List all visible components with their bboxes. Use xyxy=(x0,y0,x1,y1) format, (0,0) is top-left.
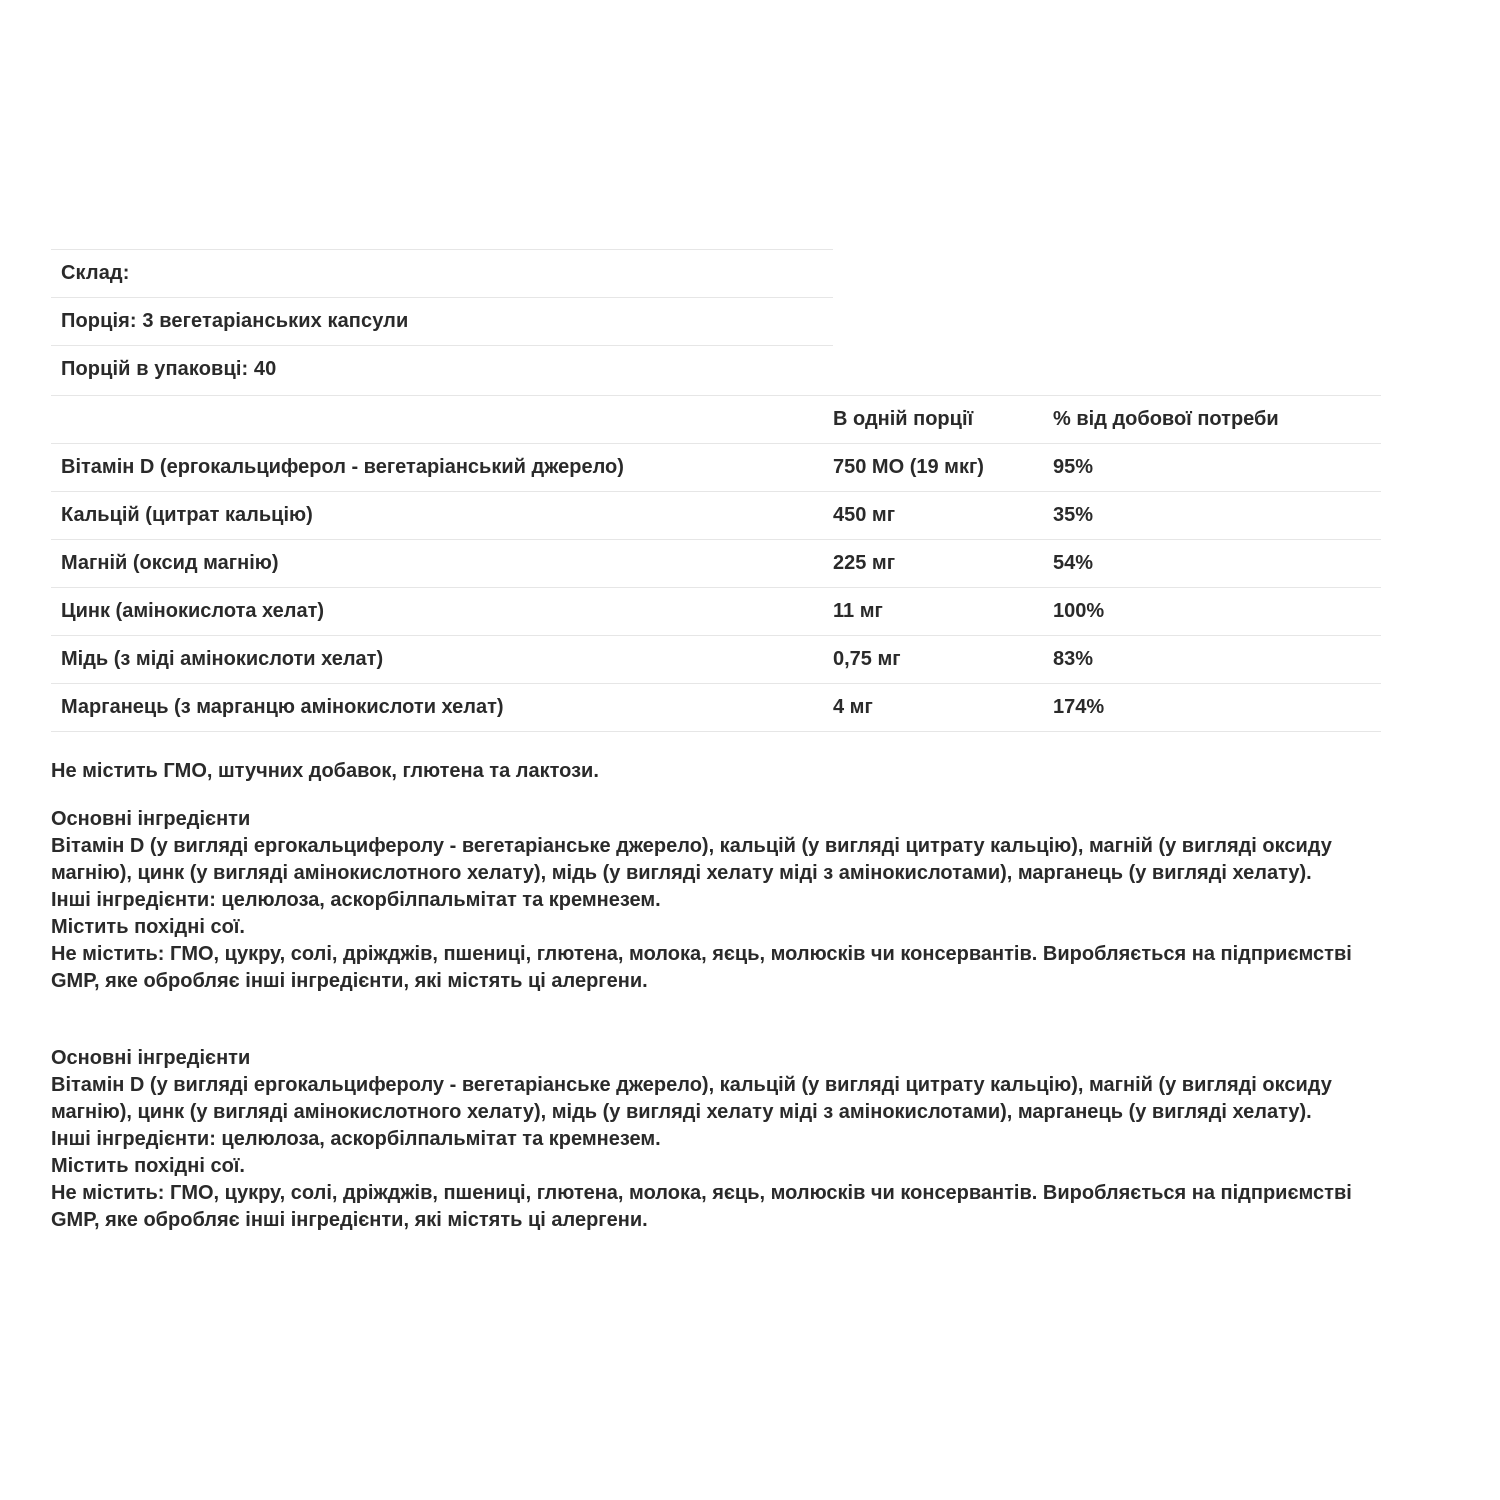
nutrient-daily-value: 83% xyxy=(1043,636,1381,684)
nutrient-daily-value: 95% xyxy=(1043,444,1381,492)
table-row xyxy=(51,636,1381,684)
soy-notice: Містить похідні сої. xyxy=(51,1155,245,1177)
serving-size: Порція: 3 вегетаріанських капсули xyxy=(51,297,833,345)
main-ingredients-text: Вітамін D (у вигляді ергокальциферолу - вегетаріанське джерело), кальцій (у вигляді цитрату кальцію), магній (у вигляді оксиду магнію), цинк (у вигляді амінокислотного хелату), мідь (у вигляді хелату міді з амінокислотами), марганець (у вигляді хелату). xyxy=(51,1074,1332,1123)
table-row xyxy=(51,540,1381,588)
nutrient-amount: 0,75 мг xyxy=(823,636,1043,684)
soy-notice: Містить похідні сої. xyxy=(51,916,245,938)
header-name xyxy=(51,396,823,444)
other-ingredients-text: Інші інгредієнти: целюлоза, аскорбілпальмітат та кремнезем. xyxy=(51,1128,661,1150)
notice-text: Не містить ГМО, штучних добавок, глютена та лактози. xyxy=(51,760,599,782)
ingredients-section xyxy=(51,806,1391,995)
nutrient-daily-value: 35% xyxy=(1043,492,1381,540)
nutrient-name: Марганець (з марганцю амінокислоти хелат) xyxy=(51,684,823,732)
table-row xyxy=(51,492,1381,540)
main-ingredients-text: Вітамін D (у вигляді ергокальциферолу - вегетаріанське джерело), кальцій (у вигляді цитрату кальцію), магній (у вигляді оксиду магнію), цинк (у вигляді амінокислотного хелату), мідь (у вигляді хелату міді з амінокислотами), марганець (у вигляді хелату). xyxy=(51,835,1332,884)
ingredients-title: Основні інгредієнти xyxy=(51,1047,251,1069)
servings-per-container: Порцій в упаковці: 40 xyxy=(51,345,833,393)
table-header-row xyxy=(51,396,1381,444)
nutrient-daily-value: 54% xyxy=(1043,540,1381,588)
table-row xyxy=(51,444,1381,492)
allergen-notice: Не містить: ГМО, цукру, солі, дріжджів, пшениці, глютена, молока, яєць, молюсків чи консервантів. Виробляється на підприємстві GMP, яке обробляє інші інгредієнти, які містять ці алергени. xyxy=(51,1182,1352,1231)
header-amount: В одній порції xyxy=(823,396,1043,444)
nutrient-amount: 750 МО (19 мкг) xyxy=(823,444,1043,492)
composition-label: Склад: xyxy=(51,249,833,297)
nutrient-table xyxy=(51,395,1381,732)
allergen-notice: Не містить: ГМО, цукру, солі, дріжджів, пшениці, глютена, молока, яєць, молюсків чи консервантів. Виробляється на підприємстві GMP, яке обробляє інші інгредієнти, які містять ці алергени. xyxy=(51,943,1352,992)
other-ingredients-text: Інші інгредієнти: целюлоза, аскорбілпальмітат та кремнезем. xyxy=(51,889,661,911)
ingredients-section xyxy=(51,1045,1391,1234)
nutrient-name: Кальцій (цитрат кальцію) xyxy=(51,492,823,540)
nutrient-daily-value: 100% xyxy=(1043,588,1381,636)
free-from-notice xyxy=(51,758,1391,785)
nutrient-amount: 4 мг xyxy=(823,684,1043,732)
nutrient-amount: 225 мг xyxy=(823,540,1043,588)
header-daily-value: % від добової потреби xyxy=(1043,396,1381,444)
nutrient-amount: 11 мг xyxy=(823,588,1043,636)
table-row xyxy=(51,588,1381,636)
nutrient-name: Мідь (з міді амінокислоти хелат) xyxy=(51,636,823,684)
nutrient-name: Цинк (амінокислота хелат) xyxy=(51,588,823,636)
nutrient-name: Вітамін D (ергокальциферол - вегетаріанський джерело) xyxy=(51,444,823,492)
serving-info xyxy=(51,249,833,393)
table-row xyxy=(51,684,1381,732)
nutrient-amount: 450 мг xyxy=(823,492,1043,540)
nutrient-name: Магній (оксид магнію) xyxy=(51,540,823,588)
nutrient-daily-value: 174% xyxy=(1043,684,1381,732)
ingredients-title: Основні інгредієнти xyxy=(51,808,251,830)
